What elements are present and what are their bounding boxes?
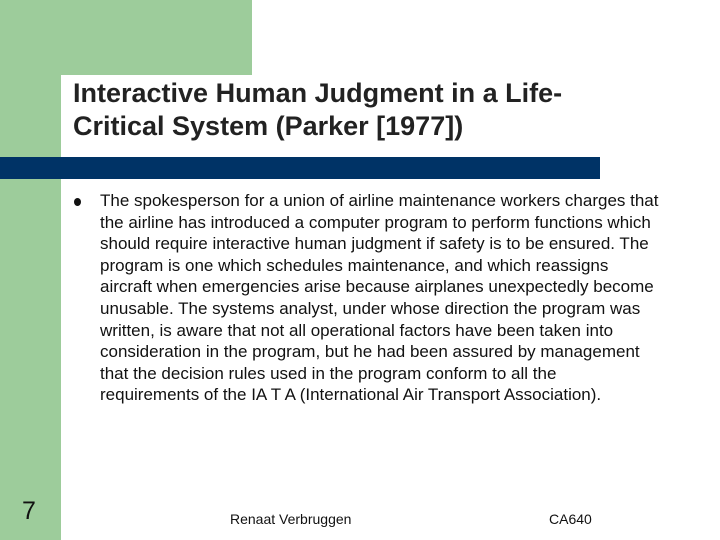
left-accent-bar [0, 75, 61, 540]
slide-title [73, 77, 693, 143]
bullet-text: The spokesperson for a union of airline maintenance workers charges that the airline has introduced a computer program to perform functions which should require interactive human judgment if safety is to be ensured. The program is one which schedules maintenance, and which reassigns aircraft when emergencies arise because airplanes unexpectedly become unusable. The systems analyst, under whose direction the program was written, is aware that not all operational factors have been taken into consideration in the program, but he had been assured by management that the decision rules used in the program conform to all the requirements of the IA T A (International Air Transport Association). [100, 191, 659, 405]
slide-title-line-2: Critical System (Parker [1977]) [73, 111, 464, 141]
slide-title-line-1: Interactive Human Judgment in a Life- [73, 78, 563, 108]
page-number: 7 [22, 497, 36, 525]
bullet-dot-icon [74, 198, 81, 206]
title-rule [0, 157, 600, 179]
footer-author: Renaat Verbruggen [230, 511, 352, 527]
top-left-accent-block [0, 0, 252, 75]
footer-course: CA640 [549, 511, 592, 527]
